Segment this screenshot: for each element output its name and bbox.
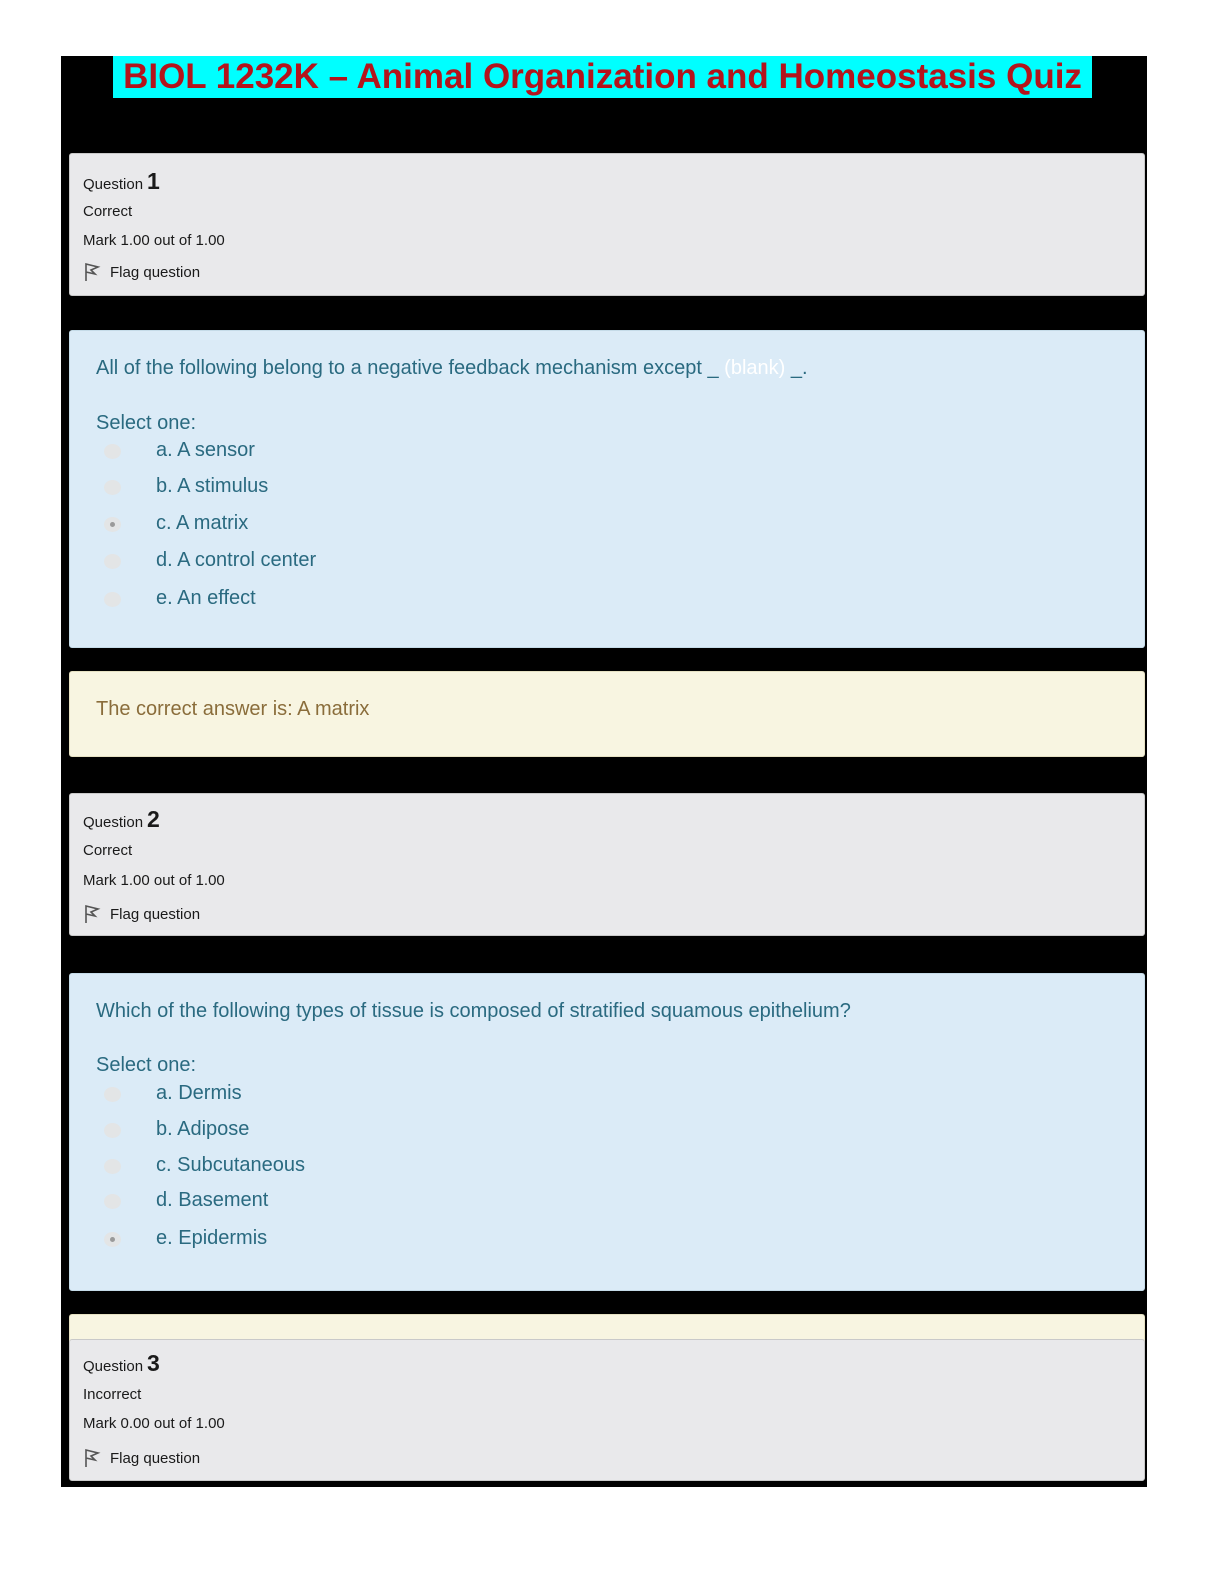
answer-option[interactable] — [70, 1118, 670, 1150]
answer-option[interactable] — [70, 512, 670, 544]
question-number: 3 — [147, 1350, 160, 1376]
flag-icon — [83, 1448, 101, 1468]
question-blank: (blank) — [724, 357, 786, 379]
answer-option[interactable] — [70, 1082, 670, 1114]
answer-option[interactable] — [70, 439, 670, 471]
question-content-2 — [69, 973, 1145, 1291]
question-label: Question — [83, 814, 144, 831]
feedback-box-1 — [69, 671, 1145, 757]
radio-button[interactable] — [104, 1123, 121, 1138]
question-info-3 — [69, 1339, 1145, 1481]
question-status: Incorrect — [83, 1386, 142, 1403]
question-number-line — [83, 1350, 160, 1377]
question-label: Question — [83, 1358, 144, 1375]
answer-option-label: e. Epidermis — [156, 1227, 268, 1249]
radio-button[interactable] — [104, 1159, 121, 1174]
radio-button[interactable] — [104, 517, 121, 532]
flag-question-label: Flag question — [110, 263, 201, 281]
answer-option-label: a. Dermis — [156, 1082, 242, 1104]
answer-option-label: a. A sensor — [156, 439, 255, 461]
flag-question-label: Flag question — [110, 905, 201, 923]
radio-button[interactable] — [104, 1087, 121, 1102]
radio-button[interactable] — [104, 554, 121, 569]
radio-button[interactable] — [104, 480, 121, 495]
question-label: Question — [83, 176, 144, 193]
select-one-label: Select one: — [96, 412, 197, 434]
question-info-1 — [69, 153, 1145, 296]
answer-option[interactable] — [70, 549, 670, 581]
question-mark: Mark 1.00 out of 1.00 — [83, 232, 225, 249]
select-one-label: Select one: — [96, 1054, 197, 1076]
page-title: BIOL 1232K – Animal Organization and Homeostasis Quiz — [113, 56, 1092, 98]
flag-icon — [83, 904, 101, 924]
answer-option-label: d. Basement — [156, 1189, 269, 1211]
flag-icon — [83, 262, 101, 282]
question-status: Correct — [83, 842, 133, 859]
radio-button[interactable] — [104, 1194, 121, 1209]
flag-question-link[interactable] — [83, 1448, 200, 1468]
answer-option[interactable] — [70, 1154, 670, 1186]
question-number: 1 — [147, 168, 160, 194]
radio-button[interactable] — [104, 444, 121, 459]
question-mark: Mark 1.00 out of 1.00 — [83, 872, 225, 889]
question-info-2 — [69, 793, 1145, 936]
question-content-1 — [69, 330, 1145, 648]
question-text — [96, 357, 808, 380]
answer-option[interactable] — [70, 587, 670, 619]
answer-option[interactable] — [70, 1189, 670, 1221]
correct-answer-text: The correct answer is: A matrix — [96, 698, 370, 720]
question-status: Correct — [83, 203, 133, 220]
question-number: 2 — [147, 806, 160, 832]
answer-option[interactable] — [70, 475, 670, 507]
answer-option-label: c. Subcutaneous — [156, 1154, 305, 1176]
flag-question-link[interactable] — [83, 262, 200, 282]
answer-option-label: e. An effect — [156, 587, 256, 609]
flag-question-link[interactable] — [83, 904, 200, 924]
answer-option-label: d. A control center — [156, 549, 317, 571]
radio-button[interactable] — [104, 1232, 121, 1247]
question-text-main: All of the following belong to a negative feedback mechanism except _ — [96, 357, 719, 379]
question-mark: Mark 0.00 out of 1.00 — [83, 1415, 225, 1432]
answer-option-label: b. A stimulus — [156, 475, 269, 497]
radio-button[interactable] — [104, 592, 121, 607]
answer-option-label: c. A matrix — [156, 512, 249, 534]
question-number-line — [83, 806, 160, 833]
question-text: Which of the following types of tissue is composed of stratified squamous epithelium? — [96, 1000, 851, 1022]
question-text-end: _. — [790, 357, 808, 379]
flag-question-label: Flag question — [110, 1449, 201, 1467]
question-number-line — [83, 168, 160, 195]
answer-option-label: b. Adipose — [156, 1118, 250, 1140]
answer-option[interactable] — [70, 1227, 670, 1259]
